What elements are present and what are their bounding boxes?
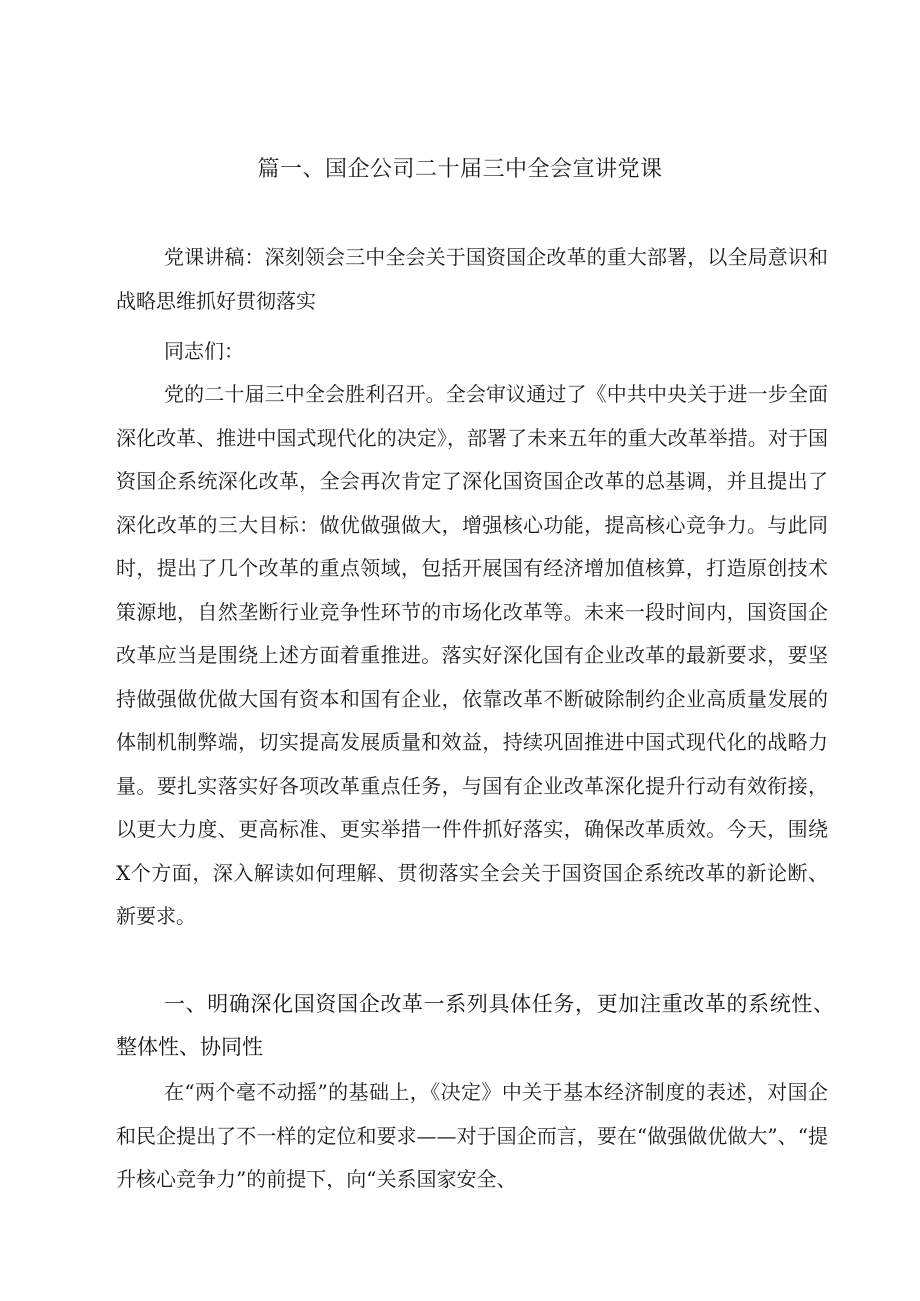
- document-title: 篇一、国企公司二十届三中全会宣讲党课: [257, 157, 663, 182]
- greeting: 同志们：: [164, 339, 244, 363]
- body-paragraph: 党的二十届三中全会胜利召开。全会审议通过了《中共中央关于进一步全面深化改革、推进中国式现代化的决定》，部署了未来五年的重大改革举措。对于国资国企系统深化改革，全会再次肯定了深化国资国企改革的总基调，并且提出了深化改革的三大目标：做优做强做大，增强核心功能，提高核心竞争力。与此同时，提出了几个改革的重点领域，包括开展国有经济增加值核算，打造原创技术策源地，自然垄断行业竞争性环节的市场化改革等。未来一段时间内，国资国企改革应当是围绕上述方面着重推进。落实好深化国有企业改革的最新要求，要坚持做强做优做大国有资本和国有企业，依靠改革不断破除制约企业高质量发展的体制机制弊端，切实提高发展质量和效益，持续巩固推进中国式现代化的战略力量。要扎实落实好各项改革重点任务，与国有企业改革深化提升行动有效衔接，以更大力度、更高标准、更实举措一件件抓好落实，确保改革质效。今天，围绕X个方面，深入解读如何理解、贯彻落实全会关于国资国企系统改革的新论断、新要求。: [116, 382, 828, 928]
- section-heading: 一、明确深化国资国企改革一系列具体任务，更加注重改革的系统性、整体性、协同性: [116, 992, 834, 1059]
- subtitle-paragraph: 党课讲稿：深刻领会三中全会关于国资国企改革的重大部署，以全局意识和战略思维抓好贯彻落实: [116, 245, 828, 313]
- body-paragraph: 在“两个毫不动摇”的基础上，《决定》中关于基本经济制度的表述，对国企和民企提出了不一样的定位和要求——对于国企而言，要在“做强做优做大”、“提升核心竞争力”的前提下，向“关系国家安全、: [116, 1080, 828, 1191]
